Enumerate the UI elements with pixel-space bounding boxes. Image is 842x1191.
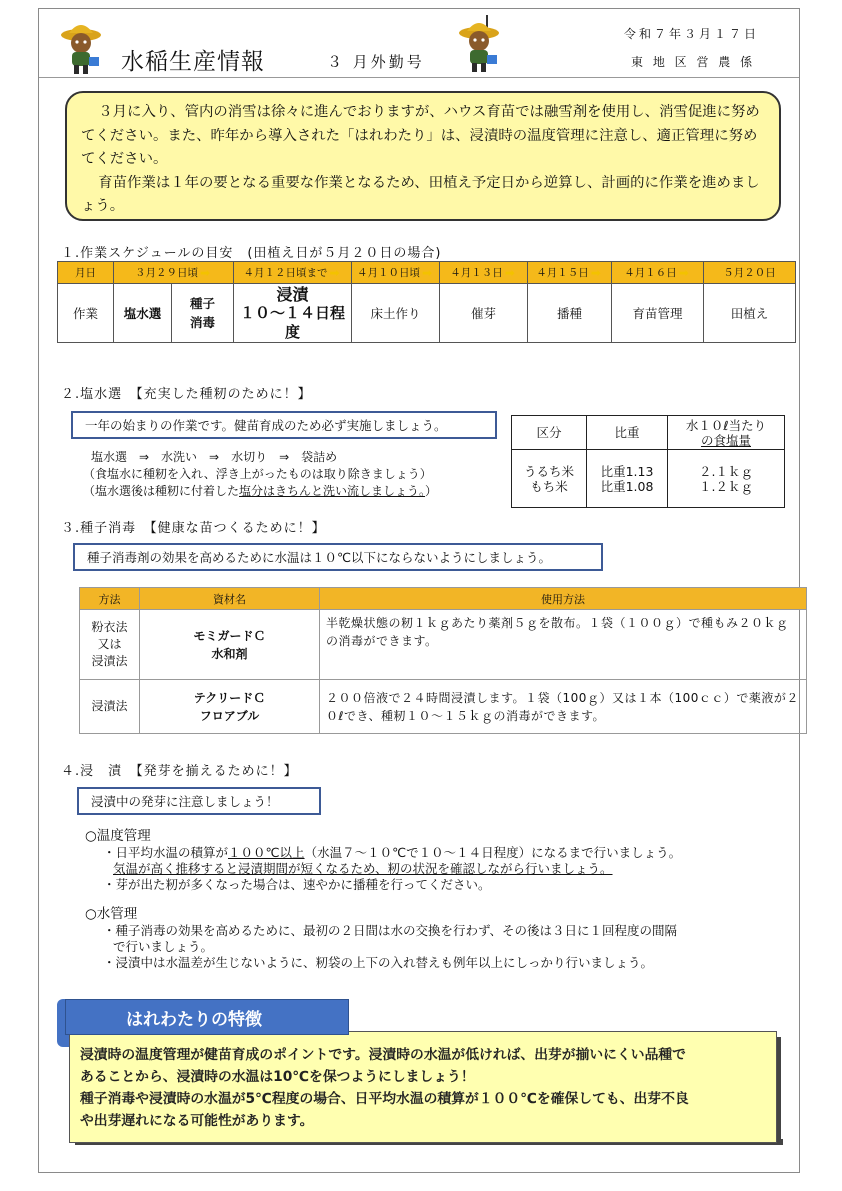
schedule-date: ４月１２日頃まで: [243, 267, 328, 279]
page-title: 水稲生産情報: [121, 49, 265, 75]
farmer-mascot-icon: [457, 13, 501, 75]
ratio-header-gravity: 比重: [587, 416, 668, 450]
disinfect-header-product: 資材名: [140, 588, 320, 610]
intro-paragraph-2: 育苗作業は１年の要となる重要な作業となるため、田植え予定日から逆算し、計画的に作業を進めましょう。: [81, 174, 760, 214]
salt-note-2-emphasis: 塩分はきちんと洗い流しましょう。: [239, 484, 426, 498]
disinfect-callout-text: 種子消毒剤の効果を高めるために水温は１０℃以下にならないようにしましょう。: [87, 550, 552, 565]
salt-callout: [71, 411, 497, 439]
temp-item-1-lead: ・日平均水温の積算が: [103, 845, 229, 860]
ratio-header-type: 区分: [512, 416, 587, 450]
temp-mgmt-item-1: [103, 845, 785, 861]
ratio-type-mochi: もち米: [530, 478, 568, 494]
row1-method-line3: 浸漬法: [91, 654, 128, 668]
disinfectant-table: [79, 587, 807, 734]
task-seedling-care: 育苗管理: [612, 284, 704, 343]
intro-notice: [65, 91, 781, 221]
variety-line: や出芽遅れになる可能性があります。: [80, 1113, 314, 1129]
row1-method: [80, 610, 140, 680]
salt-heading: ２.塩水選 【充実した種籾のために！】: [61, 387, 312, 402]
schedule-date: ４月１３日: [450, 267, 503, 279]
row2-product-type: フロアブル: [199, 708, 260, 723]
row2-method: 浸漬法: [80, 680, 140, 734]
row1-method-line2: 又は: [97, 637, 122, 651]
arrow-right-icon: ➡: [421, 266, 433, 280]
variety-feature-box: [69, 1031, 777, 1143]
arrow-right-icon: ➡: [678, 266, 689, 280]
ratio-gravities: [587, 450, 668, 508]
disinfect-heading: ３.種子消毒 【健康な苗つくるために！】: [61, 521, 326, 536]
task-soaking-title: 浸漬: [276, 284, 309, 304]
row2-usage: ２００倍液で２４時間浸漬します。１袋（100ｇ）又は１本（100ｃｃ）で薬液が２０ℓでき、種籾１０～１５ｋｇの消毒ができます。: [320, 680, 807, 734]
newsletter-page: [38, 8, 800, 1173]
salt-note-2: [83, 483, 437, 500]
task-seed-disinfection: 種子消毒: [172, 284, 234, 343]
variety-label: はれわたりの特徴: [65, 999, 349, 1035]
task-transplant: 田植え: [704, 284, 796, 343]
arrow-right-icon: ➡: [329, 266, 340, 280]
salt-notes: [83, 449, 437, 500]
schedule-date: ３月２９日頃: [134, 267, 198, 279]
task-salt-selection: 塩水選: [114, 284, 172, 343]
salt-ratio-table: [511, 415, 785, 508]
variety-line: あることから、浸漬時の水温は10℃を保つようにしましょう！: [80, 1069, 475, 1085]
temp-mgmt-item-2: ・芽が出た籾が多くなった場合は、速やかに播種を行ってください。: [103, 877, 491, 892]
ratio-salt-mochi: １.２ｋｇ: [699, 478, 753, 494]
ratio-types: [512, 450, 587, 508]
disinfect-header-method: 方法: [80, 588, 140, 610]
schedule-date: ５月２０日: [704, 262, 796, 284]
soak-callout-text: 浸漬中の発芽に注意しましょう！: [91, 794, 279, 809]
row1-product-name: モミガードＣ: [193, 628, 266, 643]
row2-product: [140, 680, 320, 734]
farmer-mascot-icon: [59, 15, 103, 77]
arrow-right-icon: ➡: [504, 266, 515, 280]
row2-product-name: テクリードＣ: [193, 690, 266, 705]
arrow-right-icon: ➡: [199, 266, 211, 280]
edition-label: ３ 月外勤号: [327, 53, 425, 71]
ratio-header-salt-line2: の食塩量: [700, 432, 751, 448]
variety-line: 浸漬時の温度管理が健苗育成のポイントです。浸漬時の水温が低ければ、出芽が揃いにくい品種で: [80, 1047, 686, 1063]
schedule-date: ４月１６日: [624, 267, 677, 279]
disinfect-header-usage: 使用方法: [320, 588, 807, 610]
temp-mgmt-item-1-note: 気温が高く推移すると浸漬期間が短くなるため、籾の状況を確認しながら行いましょう。: [113, 861, 613, 876]
schedule-table: [57, 261, 796, 343]
soak-callout: [77, 787, 321, 815]
row1-method-line1: 粉衣法: [91, 620, 128, 634]
month-label: 月日: [58, 262, 114, 284]
department-name: 東 地 区 営 農 係: [631, 55, 756, 69]
schedule-date: ４月１５日: [536, 267, 589, 279]
water-mgmt-item-1-cont: で行いましょう。: [113, 939, 214, 954]
issue-date: 令和７年３月１７日: [624, 27, 760, 41]
row1-product-type: 水和剤: [211, 646, 248, 661]
ratio-salt-uruchi: ２.１ｋｇ: [699, 463, 753, 479]
salt-note-1: （食塩水に種籾を入れ、浮き上がったものは取り除きましょう）: [83, 467, 432, 481]
salt-note-2-tail: ）: [425, 484, 438, 498]
variety-line: 種子消毒や浸漬時の水温が5℃程度の場合、日平均水温の積算が１００℃を確保しても、出芽不良: [80, 1091, 689, 1107]
salt-flow: 塩水選 ⇒ 水洗い ⇒ 水切り ⇒ 袋詰め: [91, 450, 338, 464]
water-mgmt-item-1: ・種子消毒の効果を高めるために、最初の２日間は水の交換を行わず、その後は３日に１回程度の間隔: [103, 923, 678, 938]
water-mgmt-title: ○水管理: [85, 906, 138, 922]
work-label: 作業: [58, 284, 114, 343]
ratio-type-uruchi: うるち米: [523, 463, 574, 479]
ratio-gravity-mochi: 比重1.08: [600, 478, 654, 494]
row1-product: [140, 610, 320, 680]
water-mgmt-item-2: ・浸漬中は水温差が生じないように、籾袋の上下の入れ替えも例年以上にしっかり行いましょう。: [103, 955, 654, 970]
row1-usage: 半乾燥状態の籾１ｋｇあたり薬剤５ｇを散布。１袋（１００ｇ）で種もみ２０ｋｇの消毒ができます。: [320, 610, 807, 680]
schedule-heading: １.作業スケジュールの目安 (田植え日が５月２０日の場合): [61, 246, 442, 261]
intro-paragraph-1: ３月に入り、管内の消雪は徐々に進んでおりますが、ハウス育苗では融雪剤を使用し、消雪促進に努めてください。また、昨年から導入された「はれわたり」は、浸漬時の温度管理に注意し、適正管理に努めてください。: [81, 104, 760, 167]
soak-details: [85, 827, 785, 971]
temp-item-1-tail: （水温７～１０℃で１０～１４日程度）になるまで行いましょう。: [304, 845, 682, 860]
task-sowing: 播種: [528, 284, 612, 343]
salt-callout-text: 一年の始まりの作業です。健苗育成のため必ず実施しましょう。: [85, 418, 447, 433]
ratio-header-salt-line1: 水１０ℓ当たり: [685, 417, 767, 433]
ratio-header-salt: [668, 416, 785, 450]
temp-mgmt-title: ○温度管理: [85, 828, 151, 844]
schedule-date: ４月１０日頃: [356, 267, 420, 279]
arrow-right-icon: ➡: [590, 266, 601, 280]
temp-item-1-emphasis: １００℃以上: [228, 845, 305, 860]
task-soaking: [234, 284, 352, 343]
ratio-salts: [668, 450, 785, 508]
temp-mgmt-list: [85, 845, 785, 893]
task-sprouting: 催芽: [440, 284, 528, 343]
task-soaking-duration: １０～１４日程度: [239, 303, 345, 341]
salt-note-2-lead: （塩水選後は種籾に付着した: [83, 484, 240, 498]
ratio-gravity-uruchi: 比重1.13: [600, 463, 654, 479]
soak-heading: ４.浸 漬 【発芽を揃えるために！】: [61, 764, 298, 779]
task-bed-soil: 床土作り: [352, 284, 440, 343]
header-divider: [39, 77, 799, 78]
disinfect-callout: [73, 543, 603, 571]
water-mgmt-list: [85, 923, 785, 971]
